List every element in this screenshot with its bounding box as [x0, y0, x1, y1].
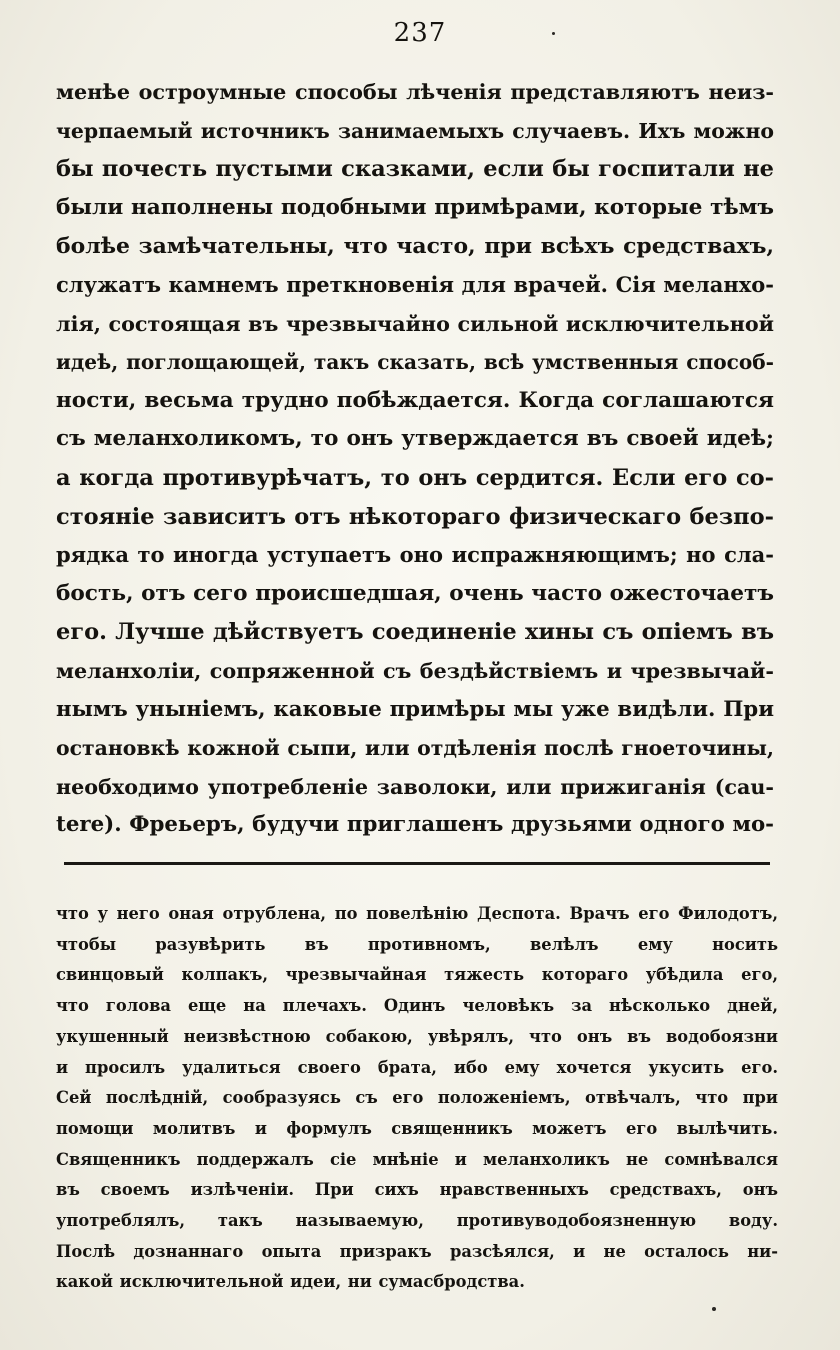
main-text-line: нымъ уныніемъ, каковые примѣры мы уже видѣли. При	[56, 696, 774, 722]
main-text-line: рядка то иногда уступаетъ оно испражняющимъ; но сла-	[56, 542, 774, 568]
footnote-line: Священникъ поддержалъ сіе мнѣніе и меланхоликъ не сомнѣвался	[56, 1149, 778, 1169]
main-text-line: бы почесть пустыми сказками, если бы госпитали не	[56, 156, 774, 183]
footnote-divider	[64, 862, 770, 865]
footnote-line: укушенный неизвѣстною собакою, увѣрялъ, что онъ въ водобоязни	[56, 1026, 778, 1046]
paper-speck	[712, 1307, 716, 1311]
footnote-line: Сей послѣдній, сообразуясь съ его положеніемъ, отвѣчалъ, что при	[56, 1088, 778, 1108]
footnote-line: чтобы разувѣрить въ противномъ, велѣлъ ему носить	[56, 934, 778, 954]
paper-speck	[552, 32, 555, 35]
main-text-line: его. Лучше дѣйствуетъ соединеніе хины съ опіемъ въ	[56, 619, 774, 646]
main-text-line: необходимо употребленіе заволоки, или прижиганія (cau-	[56, 774, 774, 799]
main-text-line: служатъ камнемъ преткновенія для врачей. Сія меланхо-	[56, 271, 774, 297]
footnote-line: Послѣ дознаннаго опыта призракъ разсѣялся, и не осталось ни-	[56, 1241, 778, 1261]
main-text-line: съ меланхоликомъ, то онъ утверждается въ своей идеѣ;	[56, 426, 774, 452]
footnote-line: употреблялъ, такъ называемую, противуводобоязненную воду.	[56, 1211, 778, 1231]
main-text-line: лія, состоящая въ чрезвычайно сильной исключительной	[56, 311, 774, 336]
main-text-line: черпаемый источникъ занимаемыхъ случаевъ. Ихъ можно	[56, 118, 774, 143]
main-text-line: менѣе остроумные способы лѣченія представляютъ неиз-	[56, 80, 774, 104]
main-text-line: болѣе замѣчательны, что часто, при всѣхъ средствахъ,	[56, 233, 774, 260]
main-text-line: были наполнены подобными примѣрами, которые тѣмъ	[56, 194, 774, 220]
footnote-line: что голова еще на плечахъ. Одинъ человѣкъ за нѣсколько дней,	[56, 996, 778, 1016]
footnote-line: въ своемъ излѣченіи. При сихъ нравственныхъ средствахъ, онъ	[56, 1180, 778, 1200]
main-text-line: стояніе зависитъ отъ нѣкотораго физическаго безпо-	[56, 503, 774, 530]
footnote-line: какой исключительной идеи, ни сумасбродства.	[56, 1272, 525, 1292]
footnote-block	[56, 899, 778, 1298]
page-number: 237	[393, 18, 447, 48]
main-text-line: остановкѣ кожной сыпи, или отдѣленія послѣ гноеточины,	[56, 736, 774, 761]
main-text-line: tere). Фреьеръ, будучи приглашенъ друзьями одного мо-	[56, 812, 774, 838]
main-text-line: бость, отъ сего происшедшая, очень часто ожесточаетъ	[56, 580, 774, 606]
footnote-line: и просилъ удалиться своего брата, ибо ему хочется укусить его.	[56, 1057, 778, 1077]
footnote-line: свинцовый колпакъ, чрезвычайная тяжесть котораго убѣдила его,	[56, 965, 778, 985]
footnote-line: помощи молитвъ и формулъ священникъ можетъ его вылѣчить.	[56, 1118, 778, 1138]
main-text-block	[56, 73, 774, 845]
main-text-line: ности, весьма трудно побѣждается. Когда соглашаются	[56, 387, 774, 413]
main-text-line: меланхоліи, сопряженной съ бездѣйствіемъ и чрезвычай-	[56, 658, 774, 683]
footnote-line: что у него оная отрублена, по повелѣнію Деспота. Врачъ его Филодотъ,	[56, 904, 778, 923]
main-text-line: а когда противурѣчатъ, то онъ сердится. Если его со-	[56, 464, 774, 491]
main-text-line: идеѣ, поглощающей, такъ сказать, всѣ умственныя способ-	[56, 350, 774, 375]
